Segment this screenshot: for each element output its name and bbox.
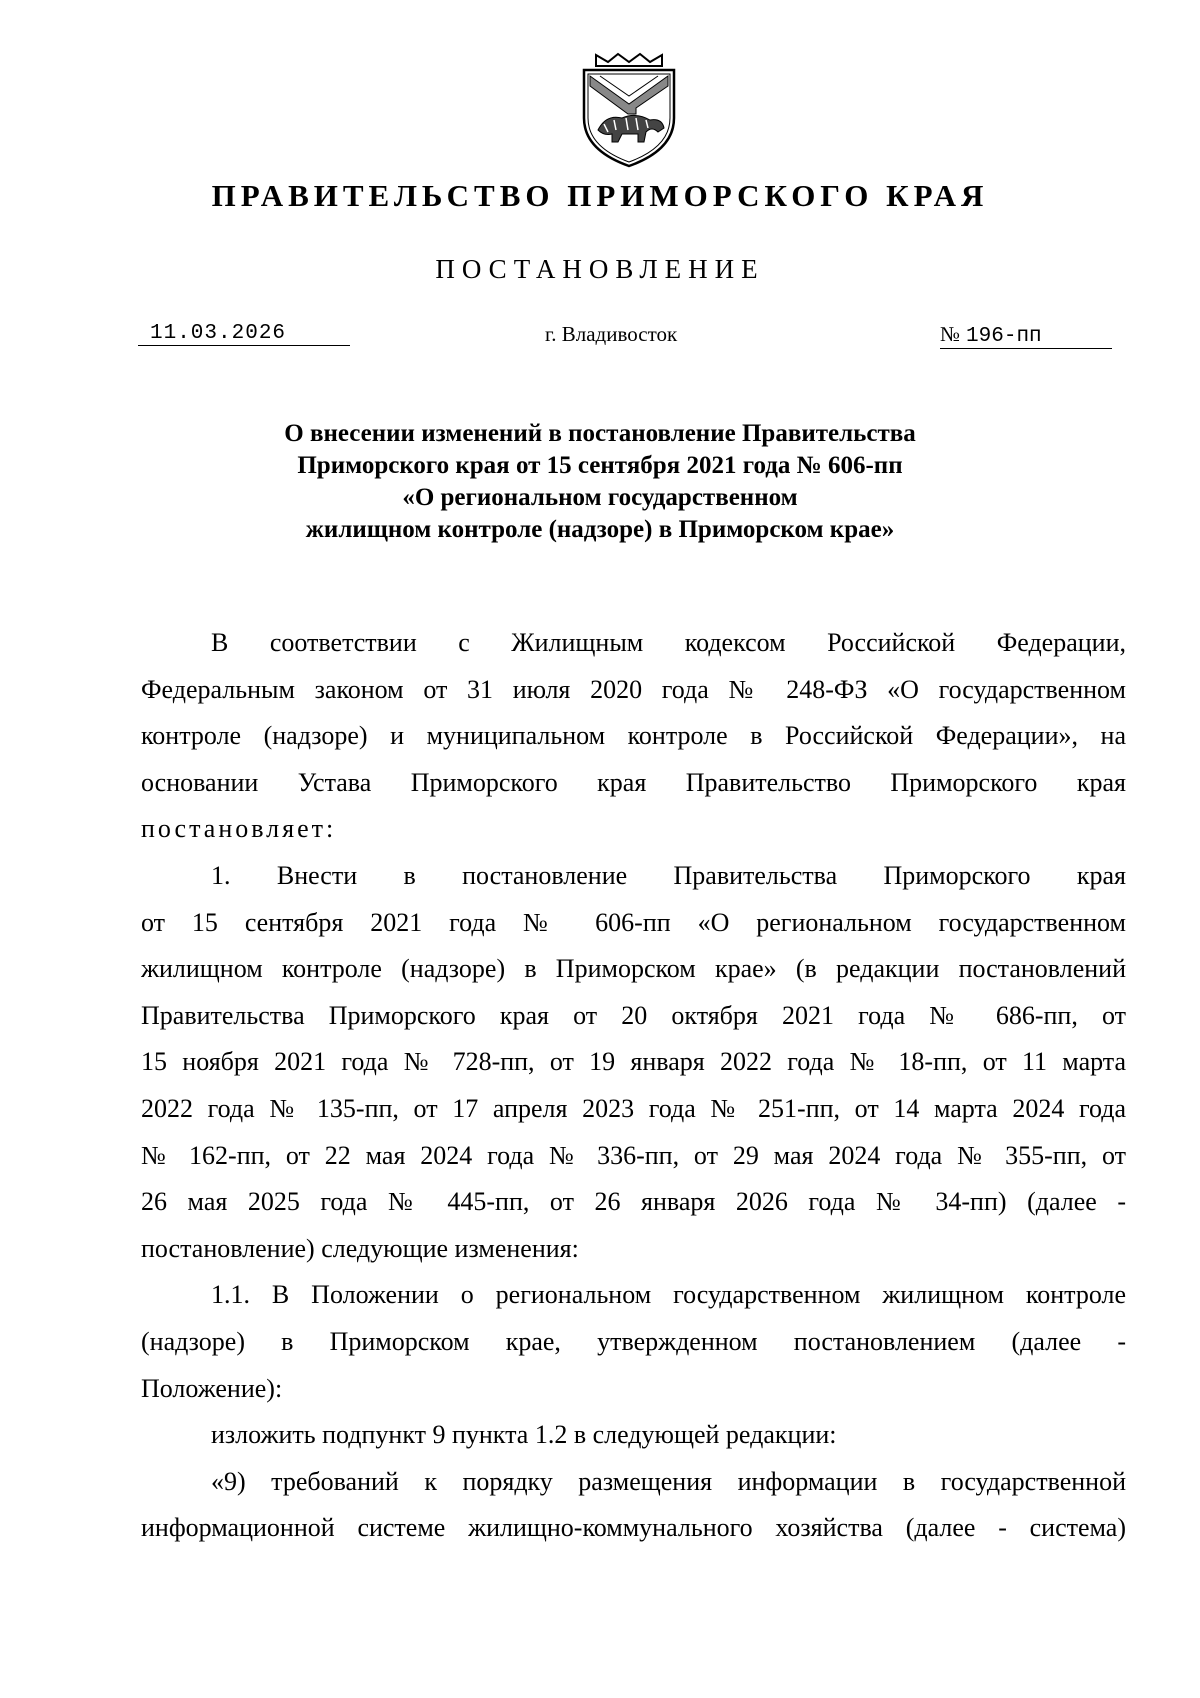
body-line: В соответствии с Жилищным кодексом Российской Федерации, xyxy=(211,628,1126,657)
body-line: контроле (надзоре) и муниципальном контроле в Российской Федерации», на xyxy=(141,721,1126,751)
body-line: 2022 года № 135-пп, от 17 апреля 2023 года № 251-пп, от 14 марта 2024 года xyxy=(141,1093,1126,1123)
title-line: жилищном контроле (надзоре) в Приморском крае» xyxy=(305,516,895,543)
body-line: жилищном контроле (надзоре) в Приморском крае» (в редакции постановлений xyxy=(141,954,1126,984)
title-line: «О региональном государственном xyxy=(402,484,798,511)
decree-date: 11.03.2026 xyxy=(138,322,350,346)
title-line: Приморского края от 15 сентября 2021 года № 606-пп xyxy=(297,452,903,479)
body-line: 26 мая 2025 года № 445-пп, от 26 января 2026 года № 34-пп) (далее - xyxy=(141,1187,1126,1217)
body-line: 15 ноября 2021 года № 728-пп, от 19 января 2022 года № 18-пп, от 11 марта xyxy=(141,1047,1126,1077)
body-line: постановляет: xyxy=(141,814,337,844)
body-line: от 15 сентября 2021 года № 606-пп «О региональном государственном xyxy=(141,907,1126,937)
decree-number xyxy=(940,322,1112,349)
coat-of-arms-icon xyxy=(578,52,680,170)
body-line: (надзоре) в Приморском крае, утвержденном постановлением (далее - xyxy=(141,1326,1126,1356)
body-line: 1. Внести в постановление Правительства Приморского края xyxy=(211,860,1126,890)
number-sign: № xyxy=(940,322,961,346)
body-line: информационной системе жилищно-коммунального хозяйства (далее - система) xyxy=(141,1513,1126,1543)
body-line: постановление) следующие изменения: xyxy=(141,1233,579,1263)
body-line: «9) требований к порядку размещения информации в государственной xyxy=(211,1466,1126,1496)
number-value: 196-пп xyxy=(966,325,1042,348)
decree-type: ПОСТАНОВЛЕНИЕ xyxy=(435,254,765,284)
body-line: Федеральным законом от 31 июля 2020 года № 248-ФЗ «О государственном xyxy=(141,674,1126,704)
document-body xyxy=(141,620,1126,1552)
title-line: О внесении изменений в постановление Правительства xyxy=(284,420,916,447)
body-line: Правительства Приморского края от 20 октября 2021 года № 686-пп, от xyxy=(141,1000,1126,1030)
body-line: изложить подпункт 9 пункта 1.2 в следующей редакции: xyxy=(211,1420,837,1450)
body-line: № 162-пп, от 22 мая 2024 года № 336-пп, от 29 мая 2024 года № 355-пп, от xyxy=(141,1140,1126,1170)
body-line: 1.1. В Положении о региональном государственном жилищном контроле xyxy=(211,1280,1126,1310)
government-title: ПРАВИТЕЛЬСТВО ПРИМОРСКОГО КРАЯ xyxy=(211,178,989,213)
body-line: основании Устава Приморского края Правительство Приморского края xyxy=(141,767,1126,797)
decree-city: г. Владивосток xyxy=(545,322,678,346)
body-line: Положение): xyxy=(141,1373,283,1403)
document-title xyxy=(140,418,1060,546)
